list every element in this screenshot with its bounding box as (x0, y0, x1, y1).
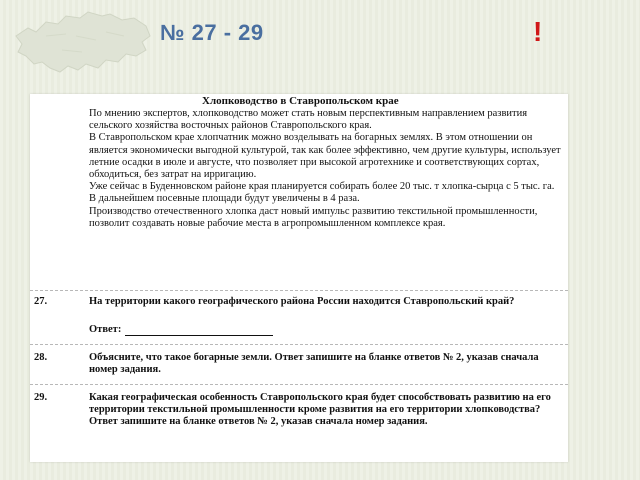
task-number: 27. (34, 296, 48, 307)
paragraph: Уже сейчас в Буденновском районе края планируется собирать более 20 тыс. т хлопка-сырца с 5 тыс. га. В дальнейшем посевные площади будут увеличены в 4 раза. (89, 181, 555, 205)
slide-title: № 27 - 29 (160, 20, 264, 45)
task-text: На территории какого географического района России находится Ставропольский край? (89, 296, 515, 307)
divider (30, 344, 568, 345)
russia-map-watermark (6, 6, 156, 86)
document-page (30, 94, 568, 462)
task-29 (34, 392, 568, 452)
paragraph: В Ставропольском крае хлопчатник можно возделывать на богарных землях. В этом отношении он является экономически выгодной культурой, так как более эффективно, чем другие культуры, использует летние осадки в июле и августе, что позволяет при высокой агротехнике и соответствующих сортах, обходиться, без затрат на ирригацию. (89, 132, 561, 181)
task-text: Объясните, что такое богарные земли. Ответ запишите на бланке ответов № 2, указав сначала номер задания. (89, 352, 539, 376)
exclamation-mark: ! (533, 16, 543, 47)
task-28 (34, 352, 568, 382)
paragraph: Производство отечественного хлопка даст новый импульс развитию текстильной промышленности, позволит создавать новые рабочие места в агропромышленном комплексе края. (89, 205, 538, 229)
divider (30, 290, 568, 291)
task-text: Какая географическая особенность Ставропольского края будет способствовать развитию на его территории текстильной промышленности кроме развития на его территории хлопководства? Ответ запишите на бланке ответов № 2, указав сначала номер задания. (89, 392, 551, 428)
paragraph: По мнению экспертов, хлопководство может стать новым перспективным направлением развития сельского хозяйства восточных районов Ставропольского края. (89, 108, 528, 132)
task-27 (34, 296, 568, 342)
document-text (89, 108, 563, 230)
document-title: Хлопководство в Ставропольском крае (202, 95, 399, 107)
task-number: 29. (34, 392, 48, 403)
answer-row (89, 324, 273, 336)
task-number: 28. (34, 352, 48, 363)
answer-field[interactable] (125, 325, 273, 336)
answer-label: Ответ: (89, 324, 122, 335)
divider (30, 384, 568, 385)
